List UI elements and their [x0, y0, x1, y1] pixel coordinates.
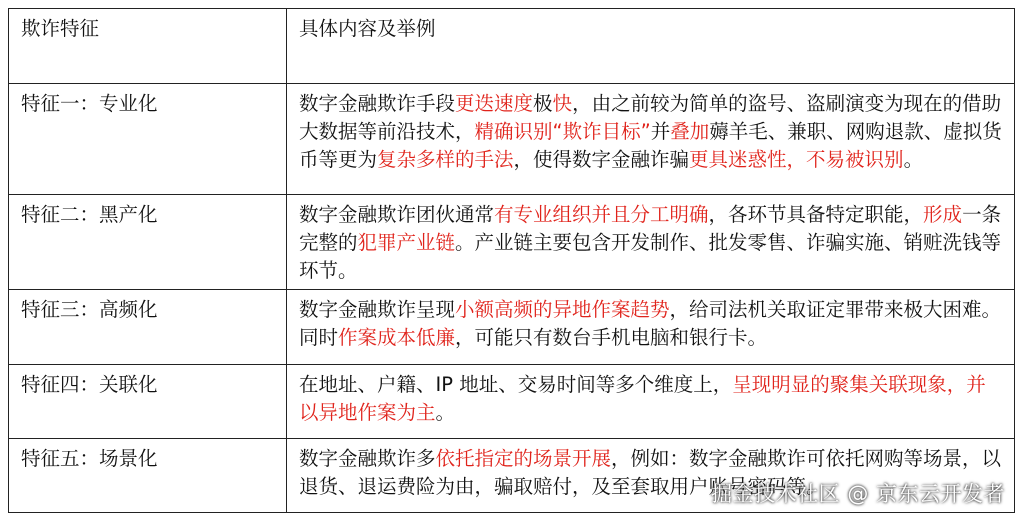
watermark: 掘金技术社区 @ 京东云开发者 [711, 482, 1005, 506]
highlighted-text: 更具迷惑性，不易被识别 [689, 148, 904, 171]
description-text: ，给司法机关取证定罪带来极大困难。同时 [299, 298, 1002, 349]
feature-name: 特征四：关联化 [9, 365, 287, 439]
highlighted-text: 形成 [923, 203, 963, 226]
description-text: 。 [435, 401, 456, 424]
highlighted-text: 精确识别“欺诈目标” [474, 120, 651, 143]
feature-name: 特征五：场景化 [9, 439, 287, 513]
description-text: 。产业链主要包含开发制作、批发零售、诈骗实施、销赃洗钱等环节。 [299, 231, 1002, 282]
highlighted-text: 快 [552, 92, 573, 115]
description-text: 数字金融欺诈多 [299, 447, 436, 470]
feature-name: 特征三：高频化 [9, 290, 287, 365]
description-text: ，各环节具备特定职能， [708, 203, 924, 226]
highlighted-text: 小额高频的异地作案趋势 [455, 298, 670, 321]
description-text: 数字金融欺诈呈现 [299, 298, 456, 321]
table-row [9, 195, 1015, 290]
table-row [9, 84, 1015, 195]
description-text: ，使得数字金融诈骗 [513, 148, 690, 171]
description-text: 并 [650, 120, 671, 143]
feature-name: 特征二：黑产化 [9, 195, 287, 290]
table-row [9, 290, 1015, 365]
description-text: ，例如：数字金融欺诈可依托网购等场景，以退货、退运费险为由，骗取赔付，及至套取用户账号密码等。 [299, 447, 1002, 498]
description-text: 在地址、户籍、IP 地址、交易时间等多个维度上， [299, 373, 733, 396]
description-text: 极 [533, 92, 553, 115]
feature-description [287, 195, 1015, 290]
table-row [9, 365, 1015, 439]
highlighted-text: 更迭速度 [455, 92, 534, 115]
description-text: 数字金融欺诈团伙通常 [299, 203, 495, 226]
header-content: 具体内容及举例 [287, 9, 1015, 84]
feature-name: 特征一：专业化 [9, 84, 287, 195]
header-feature: 欺诈特征 [9, 9, 287, 84]
highlighted-text: 作案成本低廉 [338, 326, 456, 349]
feature-description [287, 84, 1015, 195]
description-text: 薅羊毛、兼职、网购退款、虚拟货币等更为 [299, 120, 1002, 171]
highlighted-text: 有专业组织并且分工明确 [494, 203, 709, 226]
highlighted-text: 呈现明显的聚集关联现象，并以异地作案为主 [299, 373, 986, 424]
description-text: 一条完整的 [299, 203, 1002, 254]
highlighted-text: 叠加 [670, 120, 710, 143]
feature-description [287, 365, 1015, 439]
highlighted-text: 复杂多样的手法 [377, 148, 514, 171]
feature-description [287, 290, 1015, 365]
description-text: ，可能只有数台手机电脑和银行卡。 [455, 326, 768, 349]
header-row [9, 9, 1015, 84]
description-text: ，由之前较为简单的盗号、盗刷演变为现在的借助大数据等前沿技术， [299, 92, 1002, 143]
fraud-features-table [8, 8, 1015, 513]
highlighted-text: 犯罪产业链 [357, 231, 456, 254]
description-text: 数字金融欺诈手段 [299, 92, 456, 115]
description-text: 。 [903, 148, 924, 171]
highlighted-text: 依托指定的场景开展 [435, 447, 612, 470]
